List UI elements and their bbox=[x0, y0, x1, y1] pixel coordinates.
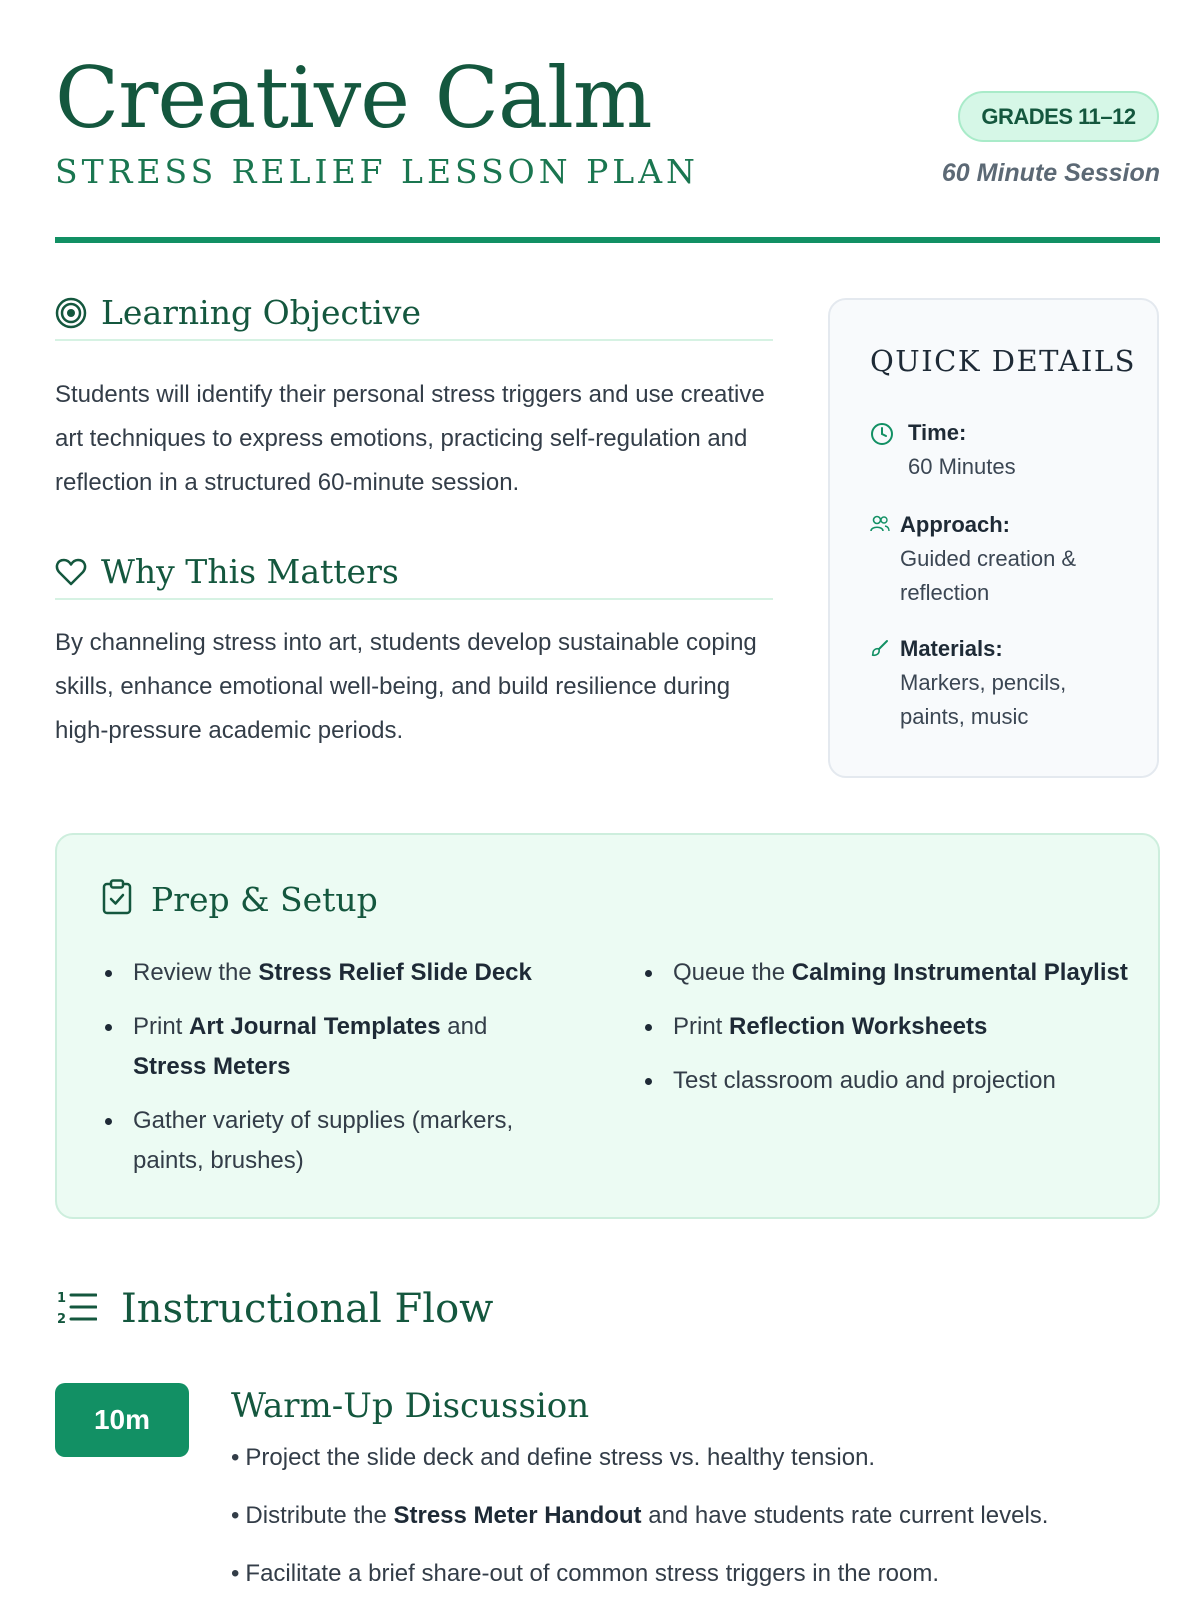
list-item: Print Reflection Worksheets bbox=[641, 1007, 1131, 1047]
prep-setup-box bbox=[55, 833, 1160, 1219]
why-heading: Why This Matters bbox=[101, 551, 399, 591]
detail-materials bbox=[870, 632, 1130, 734]
detail-time-value: 60 Minutes bbox=[908, 454, 1016, 479]
quick-details-title: QUICK DETAILS bbox=[870, 344, 1136, 378]
grade-badge: GRADES 11–12 bbox=[958, 91, 1159, 142]
page-subtitle: STRESS RELIEF LESSON PLAN bbox=[55, 152, 699, 191]
prep-list-left bbox=[101, 953, 581, 1195]
clock-icon bbox=[870, 416, 900, 484]
header-divider bbox=[55, 237, 1160, 243]
detail-time-label: Time: bbox=[908, 420, 967, 445]
detail-approach-label: Approach: bbox=[900, 512, 1010, 537]
list-item: • Project the slide deck and define stress vs. healthy tension. bbox=[231, 1440, 1171, 1476]
list-item: • Facilitate a brief share-out of common stress triggers in the room. bbox=[231, 1556, 1171, 1592]
brush-icon bbox=[870, 632, 900, 734]
step-title: Warm-Up Discussion bbox=[231, 1386, 590, 1426]
clipboard-check-icon bbox=[101, 879, 133, 920]
why-section-header bbox=[55, 545, 773, 600]
detail-materials-value: Markers, pencils, paints, music bbox=[900, 670, 1067, 729]
why-text: By channeling stress into art, students develop sustainable coping skills, enhance emotional well-being, and build resilience during high-pressure academic periods. bbox=[55, 629, 757, 744]
prep-section-header bbox=[101, 879, 378, 920]
list-item: Review the Stress Relief Slide Deck bbox=[101, 953, 581, 993]
detail-approach bbox=[870, 508, 1130, 610]
quick-details-card bbox=[828, 298, 1159, 778]
heart-icon bbox=[55, 556, 87, 588]
step-time-badge: 10m bbox=[55, 1383, 189, 1457]
session-length: 60 Minute Session bbox=[941, 159, 1160, 187]
objective-heading: Learning Objective bbox=[101, 292, 421, 332]
list-item: • Distribute the Stress Meter Handout and have students rate current levels. bbox=[231, 1498, 1171, 1534]
svg-text:1: 1 bbox=[57, 1290, 67, 1306]
svg-text:2: 2 bbox=[57, 1311, 67, 1327]
list-item: Gather variety of supplies (markers, paints, brushes) bbox=[101, 1101, 581, 1181]
page-title: Creative Calm bbox=[55, 49, 652, 147]
objective-section-header bbox=[55, 286, 773, 341]
detail-time bbox=[870, 416, 1016, 484]
detail-materials-label: Materials: bbox=[900, 636, 1003, 661]
list-item: Test classroom audio and projection bbox=[641, 1061, 1131, 1101]
flow-section-header bbox=[57, 1284, 493, 1334]
numbered-list-icon bbox=[57, 1287, 97, 1332]
list-item: Queue the Calming Instrumental Playlist bbox=[641, 953, 1131, 993]
flow-heading: Instructional Flow bbox=[121, 1286, 494, 1332]
users-icon bbox=[870, 508, 900, 610]
detail-approach-value: Guided creation & reflection bbox=[900, 546, 1077, 605]
target-icon bbox=[55, 297, 87, 329]
list-item: Print Art Journal Templates and Stress Meters bbox=[101, 1007, 581, 1087]
step-bullet-list bbox=[231, 1440, 1171, 1600]
prep-heading: Prep & Setup bbox=[151, 880, 378, 919]
prep-list-right bbox=[641, 953, 1131, 1115]
objective-text: Students will identify their personal stress triggers and use creative art techniques to express emotions, practicing self-regulation and reflection in a structured 60-minute session. bbox=[55, 381, 765, 496]
